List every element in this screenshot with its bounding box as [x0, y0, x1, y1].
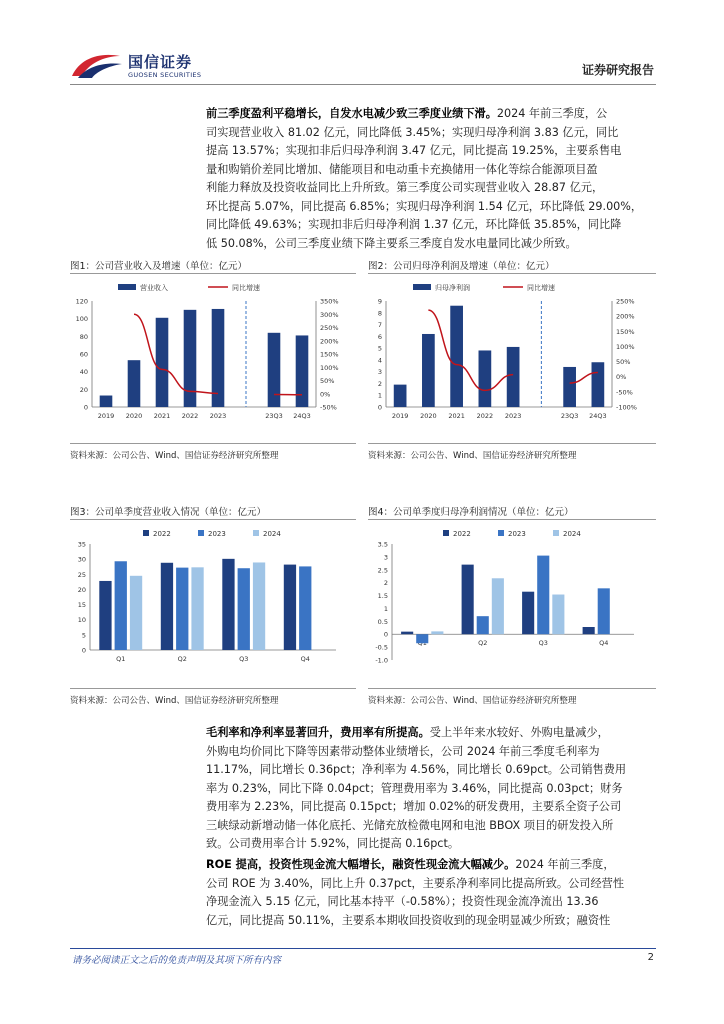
bar	[492, 578, 504, 634]
bar	[156, 318, 169, 407]
y2-tick-label: 200%	[320, 337, 339, 346]
y2-tick-label: 50%	[320, 377, 335, 385]
x-tick-label: 23Q3	[265, 412, 283, 420]
y2-tick-label: 0%	[616, 373, 627, 382]
y2-tick-label: 0%	[320, 390, 331, 399]
legend-swatch	[253, 530, 259, 536]
growth-line	[428, 310, 513, 390]
x-tick-label: 2022	[476, 412, 494, 420]
bar	[507, 347, 520, 407]
paragraph-earnings	[206, 105, 654, 253]
figure-4-bottom-divider	[368, 688, 656, 689]
y-tick-label: 3	[383, 553, 388, 562]
bar	[299, 566, 311, 650]
figure-1-bottom-divider	[70, 443, 356, 444]
y-tick-label: 40	[79, 368, 88, 377]
bar	[431, 631, 443, 634]
x-tick-label: 2021	[153, 412, 171, 420]
footer-divider	[70, 948, 656, 949]
figure-3-bottom-divider	[70, 688, 356, 689]
y-tick-label: 2.5	[377, 566, 388, 575]
legend-swatch	[498, 530, 504, 536]
x-tick-label: 2020	[420, 412, 437, 420]
bar	[552, 595, 564, 635]
paragraph-line	[206, 856, 654, 875]
y-tick-label: 20	[77, 585, 86, 594]
y2-tick-label: 300%	[320, 310, 339, 319]
figure-3-source: 资料来源：公司公告、Wind、国信证券经济研究所整理	[70, 696, 279, 706]
bar	[477, 616, 489, 634]
y-tick-label: 1	[383, 604, 388, 613]
y-tick-label: 80	[79, 332, 88, 341]
figure-4-title: 图4：公司单季度归母净利润情况（单位：亿元）	[368, 507, 574, 518]
legend-swatch	[553, 530, 559, 536]
bar	[191, 567, 203, 650]
page-header	[0, 0, 724, 88]
bar	[479, 350, 492, 407]
bar	[100, 396, 113, 407]
bar	[422, 334, 435, 407]
growth-line	[134, 314, 218, 393]
x-tick-label: 2022	[181, 412, 199, 420]
x-tick-label: Q2	[177, 655, 187, 663]
y2-tick-label: 50%	[616, 358, 631, 367]
paragraph-line: 量和购销价差同比增加、储能项目和电动重卡充换储用一体化等综合能源项目盈	[206, 162, 598, 176]
bar	[212, 309, 225, 407]
report-type-label: 证券研究报告	[581, 63, 654, 77]
paragraph-line: 三峡绿动新增动储一体化底托、光储充放检微电网和电池 BBOX 项目的研发投入所	[206, 818, 614, 832]
y2-tick-label: -50%	[616, 388, 633, 397]
y-tick-label: 60	[79, 350, 88, 359]
y-tick-label: 0	[83, 403, 88, 412]
figure-1-title: 图1：公司营业收入及增速（单位：亿元）	[70, 261, 248, 272]
y-tick-label: 1	[377, 391, 382, 400]
figure-4-source: 资料来源：公司公告、Wind、国信证券经济研究所整理	[368, 696, 577, 706]
paragraph-heading: ROE 提高，投资性现金流大幅增长，融资性现金流大幅减少。	[206, 858, 516, 871]
x-tick-label: 2019	[97, 412, 115, 420]
y-tick-label: 30	[77, 555, 86, 564]
y-tick-label: 2	[383, 579, 388, 588]
y2-tick-label: 150%	[320, 350, 339, 359]
y-tick-label: 25	[77, 570, 86, 579]
legend-label: 2023	[508, 530, 526, 538]
bar	[450, 306, 463, 407]
paragraph-line: 公司 ROE 为 3.40%，同比上升 0.37pct，主要系净利率同比提高所致。公司经营性	[206, 876, 625, 890]
y-tick-label: 9	[377, 297, 382, 306]
legend-swatch	[143, 530, 149, 536]
legend-swatch	[443, 530, 449, 536]
y2-tick-label: 100%	[616, 342, 635, 351]
bar	[253, 562, 265, 650]
paragraph-line	[206, 724, 654, 743]
bar	[462, 565, 474, 635]
figure-1-chart	[66, 276, 358, 440]
x-tick-label: 24Q3	[293, 412, 311, 420]
legend-swatch	[198, 530, 204, 536]
paragraph-heading: 前三季度盈利平稳增长，自发水电减少致三季度业绩下滑。	[206, 107, 497, 120]
paragraph-line: 同比降低 49.63%；实现扣非后归母净利润 1.37 亿元，环比降低 35.85%，同比降	[206, 218, 622, 231]
bar	[115, 561, 127, 650]
paragraph-line: 外购电均价同比下降等因素带动整体业绩增长，公司 2024 年前三季度毛利率为	[206, 744, 600, 758]
paragraph-margins	[206, 724, 654, 854]
paragraph-line	[206, 105, 654, 124]
bar	[416, 634, 428, 643]
y-tick-label: 2	[377, 379, 382, 388]
bar	[296, 335, 309, 407]
y-tick-label: 5	[377, 344, 382, 353]
paragraph-roe-cashflow	[206, 856, 654, 930]
x-tick-label: 2023	[504, 412, 522, 420]
figure-2-source: 资料来源：公司公告、Wind、国信证券经济研究所整理	[368, 451, 577, 461]
paragraph-line: 费用率为 2.23%，同比提高 0.15pct；增加 0.02%的研发费用，主要系全资子公司	[206, 800, 622, 813]
bar	[284, 565, 296, 650]
y-tick-label: -0.5	[375, 643, 388, 652]
legend-label-bar: 归母净利润	[435, 284, 470, 292]
y2-tick-label: -50%	[320, 403, 337, 412]
figure-3-title: 图3：公司单季度营业收入情况（单位：亿元）	[70, 507, 267, 518]
logo-english-name: GUOSEN SECURITIES	[128, 71, 202, 79]
paragraph-text: 受上半年来水较好、外购电量减少，	[429, 726, 609, 739]
y-tick-label: 8	[377, 309, 382, 318]
x-tick-label: 2021	[448, 412, 465, 420]
paragraph-line: 净现金流入 5.15 亿元，同比基本持平（-0.58%）；投资性现金流净流出 13.36	[206, 895, 599, 908]
figure-2-title: 图2：公司归母净利润及增速（单位：亿元）	[368, 261, 555, 272]
y2-tick-label: 150%	[616, 327, 635, 336]
y-tick-label: -1.0	[375, 656, 388, 665]
legend-label-line: 同比增速	[232, 284, 260, 292]
y-tick-label: 7	[377, 321, 382, 330]
x-tick-label: 23Q3	[560, 412, 579, 420]
paragraph-line: 环比提高 5.07%，同比提高 6.85%；实现归母净利润 1.54 亿元，环比降低 29.00%，	[206, 199, 643, 213]
paragraph-heading: 毛利率和净利率显著回升，费用率有所提高。	[206, 726, 430, 739]
y-tick-label: 120	[75, 297, 88, 306]
y-tick-label: 6	[377, 332, 382, 341]
bar	[394, 385, 407, 407]
paragraph-line: 11.17%，同比增长 0.36pct；净利率为 4.56%，同比增长 0.69pct。公司销售费用	[206, 763, 627, 776]
bar	[176, 568, 188, 650]
bar	[563, 367, 576, 407]
y2-tick-label: -100%	[616, 403, 637, 412]
paragraph-text: 2024 年前三季度，公	[496, 107, 608, 120]
bar	[184, 310, 197, 407]
x-tick-label: 2019	[391, 412, 409, 420]
bar	[222, 559, 234, 650]
y-tick-label: 35	[77, 540, 86, 549]
x-tick-label: Q3	[239, 655, 249, 663]
paragraph-line: 亿元，同比提高 50.11%，主要系本期收回投资收到的现金明显减少所致；融资性	[206, 913, 611, 927]
legend-swatch-bar	[118, 284, 136, 290]
figure-4-chart	[364, 522, 658, 684]
figure-3-divider	[70, 519, 356, 520]
y-tick-label: 5	[81, 631, 86, 640]
y-tick-label: 4	[377, 356, 382, 365]
bar	[130, 576, 142, 650]
legend-label-line: 同比增速	[527, 284, 555, 292]
legend-label: 2024	[563, 530, 581, 538]
bar	[161, 563, 173, 650]
y-tick-label: 20	[79, 385, 88, 394]
y-tick-label: 0	[377, 403, 382, 412]
y-tick-label: 10	[77, 616, 86, 625]
figure-1-source: 资料来源：公司公告、Wind、国信证券经济研究所整理	[70, 451, 279, 461]
x-tick-label: Q4	[300, 655, 310, 663]
y2-tick-label: 250%	[616, 297, 635, 306]
x-tick-label: Q3	[538, 639, 548, 648]
y2-tick-label: 250%	[320, 324, 339, 332]
y-tick-label: 1.5	[377, 592, 388, 601]
paragraph-line: 低 50.08%，公司三季度业绩下降主要系三季度自发水电量同比减少所致。	[206, 236, 577, 250]
y2-tick-label: 200%	[616, 312, 635, 321]
paragraph-line: 致。公司费用率合计 5.92%，同比提高 0.16pct。	[206, 837, 460, 850]
legend-label: 2024	[263, 530, 281, 538]
x-tick-label: 24Q3	[589, 412, 607, 420]
y-tick-label: 3	[377, 368, 382, 377]
bar	[128, 360, 141, 407]
figure-4-divider	[368, 519, 656, 520]
x-tick-label: 2023	[209, 412, 227, 420]
bar	[238, 568, 250, 650]
y-tick-label: 100	[75, 315, 88, 324]
paragraph-line: 司实现营业收入 81.02 亿元，同比降低 3.45%；实现归母净利润 3.83 亿元，同比	[206, 125, 619, 139]
x-tick-label: Q4	[599, 639, 609, 648]
y-tick-label: 3.5	[377, 540, 388, 549]
y-tick-label: 0.5	[377, 617, 388, 626]
bar	[99, 581, 111, 650]
figure-3-chart	[66, 522, 358, 684]
x-tick-label: 2020	[125, 412, 143, 420]
legend-label: 2023	[208, 530, 226, 538]
figure-2-chart	[364, 276, 658, 440]
y-tick-label: 0	[81, 646, 86, 655]
bar	[598, 588, 610, 634]
paragraph-text: 2024 年前三季度，	[515, 858, 615, 871]
paragraph-line: 率为 0.23%，同比下降 0.04pct；管理费用率为 3.46%，同比提高 0.03pct；财务	[206, 781, 623, 795]
legend-swatch-bar	[413, 284, 431, 290]
paragraph-line: 利能力释放及投资收益同比上升所致。第三季度公司实现营业收入 28.87 亿元，	[206, 181, 604, 194]
bar	[401, 632, 413, 635]
legend-label: 2022	[453, 530, 471, 538]
figure-1-divider	[70, 273, 356, 274]
header-divider	[70, 84, 656, 85]
y-tick-label: 15	[77, 601, 86, 610]
bar	[522, 592, 534, 635]
bar	[583, 627, 595, 634]
figure-2-bottom-divider	[368, 443, 656, 444]
x-tick-label: Q1	[116, 655, 126, 663]
paragraph-line: 提高 13.57%；实现扣非后归母净利润 3.47 亿元，同比提高 19.25%，主要系售电	[206, 144, 622, 157]
y-tick-label: 0	[383, 630, 388, 639]
legend-label-bar: 营业收入	[140, 284, 168, 292]
y2-tick-label: 350%	[320, 297, 339, 306]
disclaimer-note: 请务必阅读正文之后的免责声明及其项下所有内容	[72, 955, 282, 966]
logo-chinese-name: 国信证券	[128, 53, 193, 71]
legend-label: 2022	[153, 530, 171, 538]
page-number: 2	[647, 952, 654, 963]
guosen-logo-icon	[70, 50, 124, 80]
figure-2-divider	[368, 273, 656, 274]
x-tick-label: Q2	[478, 639, 488, 648]
bar	[592, 362, 605, 407]
bar	[537, 556, 549, 635]
y2-tick-label: 100%	[320, 363, 339, 372]
bar	[268, 333, 281, 407]
